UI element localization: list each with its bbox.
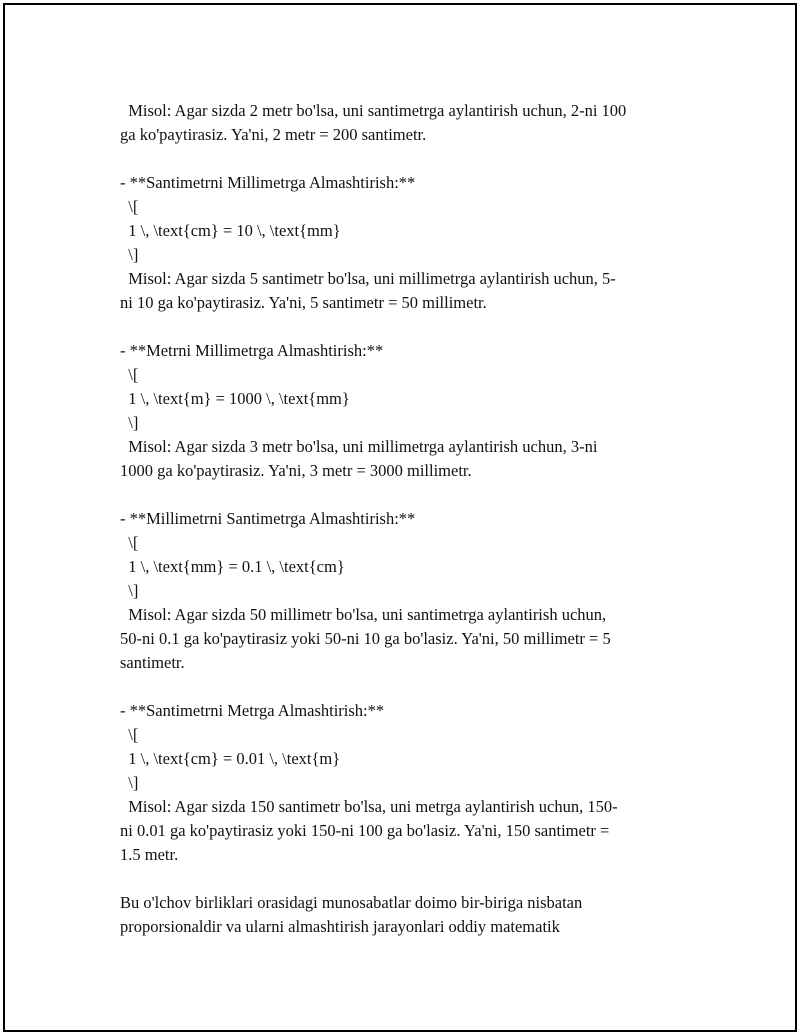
paragraph-gap (120, 675, 690, 699)
text-line: 1 \, \text{mm} = 0.1 \, \text{cm} (120, 557, 345, 576)
text-line: proporsionaldir va ularni almashtirish jarayonlari oddiy matematik (120, 917, 560, 936)
paragraph (120, 699, 690, 867)
text-line: Misol: Agar sizda 50 millimetr bo'lsa, uni santimetrga aylantirish uchun, (120, 605, 607, 624)
text-line: 1000 ga ko'paytirasiz. Ya'ni, 3 metr = 3000 millimetr. (120, 461, 472, 480)
text-line: ni 0.01 ga ko'paytirasiz yoki 150-ni 100 ga bo'lasiz. Ya'ni, 150 santimetr = (120, 821, 610, 840)
paragraph-gap (120, 867, 690, 891)
paragraph (120, 507, 690, 675)
text-line: ni 10 ga ko'paytirasiz. Ya'ni, 5 santimetr = 50 millimetr. (120, 293, 487, 312)
text-line: 50-ni 0.1 ga ko'paytirasiz yoki 50-ni 10 ga bo'lasiz. Ya'ni, 50 millimetr = 5 (120, 629, 611, 648)
paragraph (120, 171, 690, 315)
paragraph (120, 339, 690, 483)
text-line: \[ (120, 365, 139, 384)
text-line: \[ (120, 725, 139, 744)
paragraph-gap (120, 315, 690, 339)
text-line: 1 \, \text{cm} = 0.01 \, \text{m} (120, 749, 341, 768)
text-line: 1 \, \text{cm} = 10 \, \text{mm} (120, 221, 341, 240)
text-line: ga ko'paytirasiz. Ya'ni, 2 metr = 200 santimetr. (120, 125, 427, 144)
text-line: \] (120, 581, 139, 600)
text-line: - **Santimetrni Metrga Almashtirish:** (120, 701, 385, 720)
text-line: \[ (120, 533, 139, 552)
text-line: \] (120, 245, 139, 264)
text-line: Misol: Agar sizda 5 santimetr bo'lsa, uni millimetrga aylantirish uchun, 5- (120, 269, 616, 288)
paragraph-gap (120, 147, 690, 171)
paragraph (120, 891, 690, 939)
text-line: Misol: Agar sizda 2 metr bo'lsa, uni santimetrga aylantirish uchun, 2-ni 100 (120, 101, 627, 120)
text-line: \[ (120, 197, 139, 216)
document-body (120, 99, 690, 939)
text-line: - **Santimetrni Millimetrga Almashtirish:** (120, 173, 416, 192)
text-line: Misol: Agar sizda 150 santimetr bo'lsa, uni metrga aylantirish uchun, 150- (120, 797, 618, 816)
text-line: - **Metrni Millimetrga Almashtirish:** (120, 341, 384, 360)
text-line: 1 \, \text{m} = 1000 \, \text{mm} (120, 389, 350, 408)
text-line: \] (120, 773, 139, 792)
text-line: Misol: Agar sizda 3 metr bo'lsa, uni millimetrga aylantirish uchun, 3-ni (120, 437, 598, 456)
text-line: Bu o'lchov birliklari orasidagi munosabatlar doimo bir-biriga nisbatan (120, 893, 583, 912)
paragraph (120, 99, 690, 147)
paragraph-gap (120, 483, 690, 507)
text-line: \] (120, 413, 139, 432)
page-frame (3, 3, 797, 1032)
text-line: santimetr. (120, 653, 185, 672)
text-line: - **Millimetrni Santimetrga Almashtirish:** (120, 509, 416, 528)
text-line: 1.5 metr. (120, 845, 179, 864)
